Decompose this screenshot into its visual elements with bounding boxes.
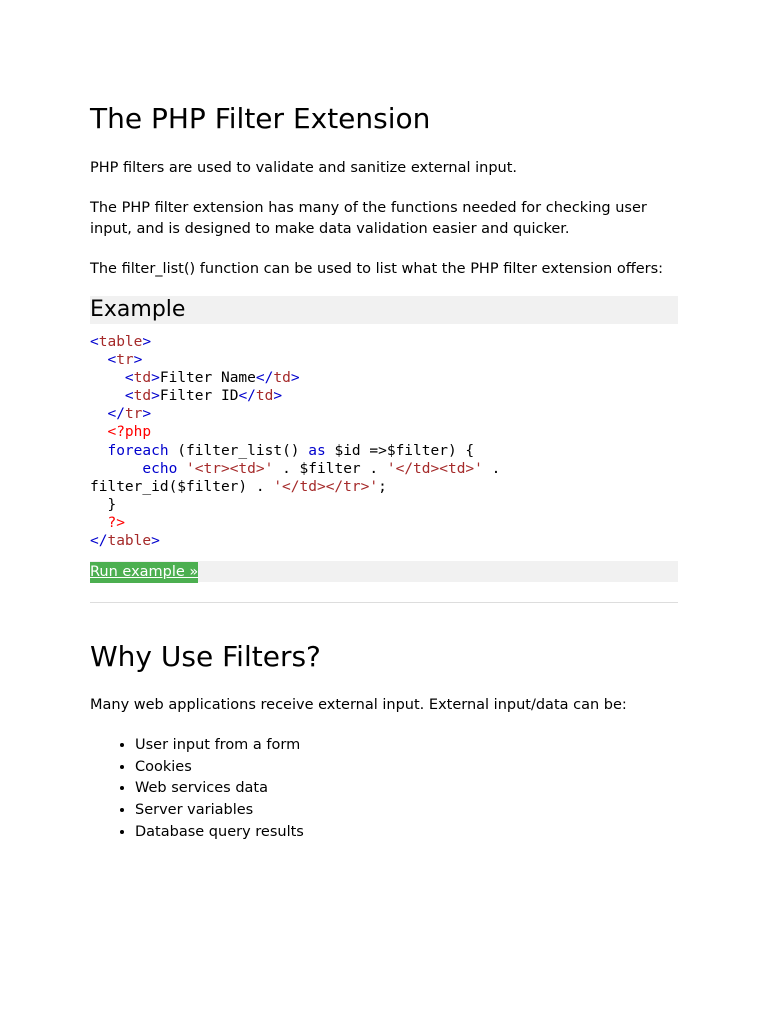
list-item: • Web services data	[135, 778, 304, 800]
list-item: • Server variables	[135, 800, 304, 822]
example-header	[90, 296, 678, 324]
description-paragraph: The PHP filter extension has many of the functions needed for checking user input, and is designed to make data validation easier and quicker.	[90, 200, 647, 237]
external-input-paragraph: Many web applications receive external input. External input/data can be:	[90, 697, 627, 713]
page-title: The PHP Filter Extension	[90, 102, 431, 135]
list-item: • Database query results	[135, 822, 304, 844]
list-item: • Cookies	[135, 757, 304, 779]
intro-paragraph: PHP filters are used to validate and sanitize external input.	[90, 160, 518, 176]
code-example: <table> <tr> <td>Filter Name</td> <td>Filter ID</td> </tr> <?php foreach (filter_list() as $id =>$filter) { echo '<tr><td>' . $filter . '</td><td>' . filter_id($filter) . '</td></tr>'; } ?> </table>	[90, 334, 501, 550]
run-example-bar	[90, 561, 678, 582]
external-input-list	[90, 735, 304, 844]
why-filters-title: Why Use Filters?	[90, 640, 321, 673]
example-heading: Example	[90, 297, 186, 322]
filter-list-paragraph: The filter_list() function can be used to list what the PHP filter extension offers:	[90, 261, 664, 277]
run-example-button[interactable]: Run example »	[90, 562, 198, 583]
list-item: • User input from a form	[135, 735, 304, 757]
section-divider	[90, 602, 678, 603]
